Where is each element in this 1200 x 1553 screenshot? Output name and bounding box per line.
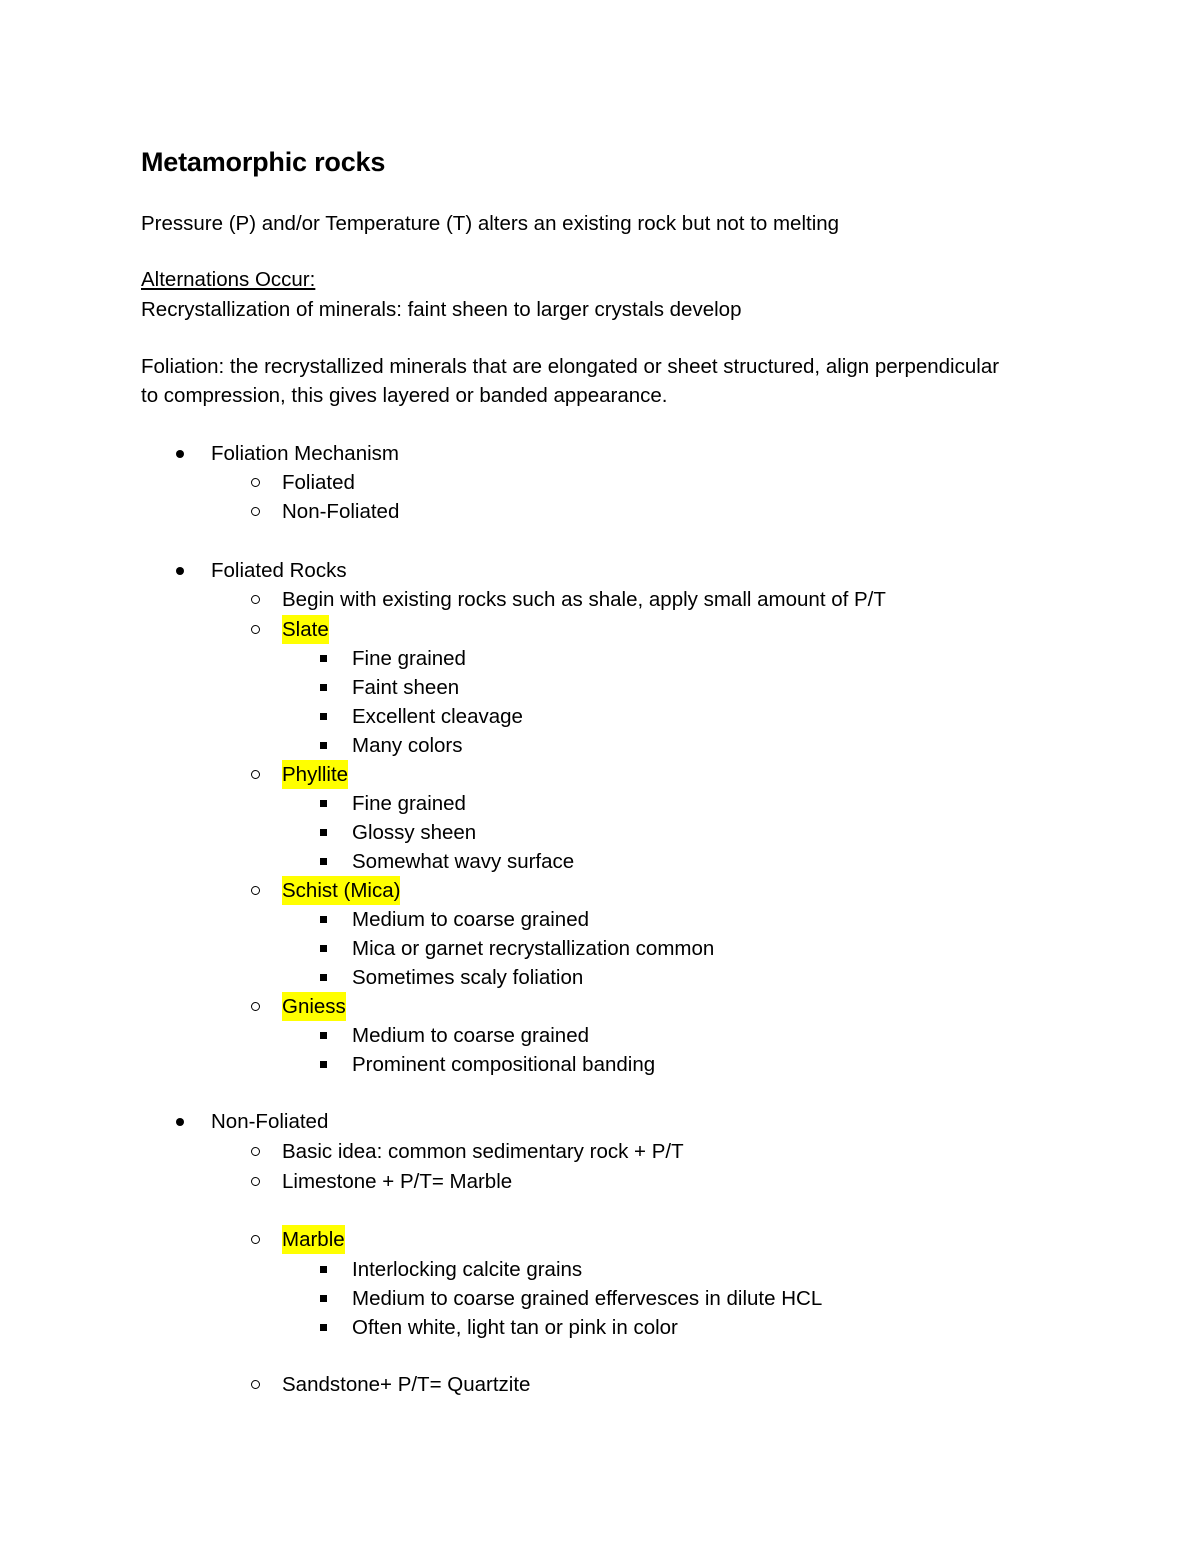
circle-bullet-icon	[249, 497, 261, 526]
square-bullet-icon	[318, 934, 328, 963]
circle-bullet-icon	[249, 585, 261, 614]
list-item: Faint sheen	[141, 673, 1071, 702]
highlighted-rock-name: Schist (Mica)	[282, 876, 400, 905]
list-item: Glossy sheen	[141, 818, 1071, 847]
list-item	[141, 992, 1071, 1021]
list-item: Excellent cleavage	[141, 702, 1071, 731]
list-item: Medium to coarse grained effervesces in dilute HCL	[141, 1284, 1071, 1313]
highlighted-rock-name: Marble	[282, 1225, 345, 1254]
list-item: Fine grained	[141, 644, 1071, 673]
highlighted-rock-name: Slate	[282, 615, 329, 644]
alternations-heading: Alternations Occur:	[141, 268, 316, 291]
list-item: Foliated Rocks	[141, 556, 1071, 585]
list-item: Foliation Mechanism	[141, 439, 1071, 468]
foliation-text-line1: Foliation: the recrystallized minerals that are elongated or sheet structured, align perpendicular	[141, 355, 1000, 378]
square-bullet-icon	[318, 1313, 328, 1342]
square-bullet-icon	[318, 644, 328, 673]
square-bullet-icon	[318, 731, 328, 760]
highlighted-rock-name: Gniess	[282, 992, 346, 1021]
recrystallization-text: Recrystallization of minerals: faint sheen to larger crystals develop	[141, 298, 742, 321]
list-item: Basic idea: common sedimentary rock + P/T	[141, 1137, 1071, 1166]
square-bullet-icon	[318, 963, 328, 992]
circle-bullet-icon	[249, 468, 261, 497]
list-item: Limestone + P/T= Marble	[141, 1167, 1071, 1196]
list-item: Mica or garnet recrystallization common	[141, 934, 1071, 963]
circle-bullet-icon	[249, 760, 261, 789]
square-bullet-icon	[318, 673, 328, 702]
list-item: Sandstone+ P/T= Quartzite	[141, 1370, 1071, 1399]
circle-bullet-icon	[249, 992, 261, 1021]
highlighted-rock-name: Phyllite	[282, 760, 348, 789]
bullet-icon	[175, 556, 185, 585]
intro-text: Pressure (P) and/or Temperature (T) alters an existing rock but not to melting	[141, 212, 840, 235]
page-title: Metamorphic rocks	[141, 147, 386, 177]
list-item: Fine grained	[141, 789, 1071, 818]
list-item: Prominent compositional banding	[141, 1050, 1071, 1079]
square-bullet-icon	[318, 818, 328, 847]
circle-bullet-icon	[249, 876, 261, 905]
square-bullet-icon	[318, 1284, 328, 1313]
list-item: Many colors	[141, 731, 1071, 760]
list-item: Medium to coarse grained	[141, 905, 1071, 934]
list-item	[141, 615, 1071, 644]
list-item: Begin with existing rocks such as shale, apply small amount of P/T	[141, 585, 1071, 614]
foliation-text-line2: to compression, this gives layered or banded appearance.	[141, 384, 668, 407]
list-item: Non-Foliated	[141, 497, 1071, 526]
square-bullet-icon	[318, 1255, 328, 1284]
square-bullet-icon	[318, 702, 328, 731]
bullet-icon	[175, 1107, 185, 1136]
square-bullet-icon	[318, 847, 328, 876]
list-item: Medium to coarse grained	[141, 1021, 1071, 1050]
circle-bullet-icon	[249, 1167, 261, 1196]
list-item: Somewhat wavy surface	[141, 847, 1071, 876]
list-item: Non-Foliated	[141, 1107, 1071, 1136]
bullet-icon	[175, 439, 185, 468]
square-bullet-icon	[318, 905, 328, 934]
list-item: Sometimes scaly foliation	[141, 963, 1071, 992]
list-item	[141, 760, 1071, 789]
list-item: Interlocking calcite grains	[141, 1255, 1071, 1284]
square-bullet-icon	[318, 1021, 328, 1050]
square-bullet-icon	[318, 789, 328, 818]
list-item	[141, 1225, 1071, 1254]
circle-bullet-icon	[249, 1137, 261, 1166]
square-bullet-icon	[318, 1050, 328, 1079]
circle-bullet-icon	[249, 1370, 261, 1399]
circle-bullet-icon	[249, 615, 261, 644]
list-item	[141, 876, 1071, 905]
list-item: Foliated	[141, 468, 1071, 497]
list-item: Often white, light tan or pink in color	[141, 1313, 1071, 1342]
circle-bullet-icon	[249, 1225, 261, 1254]
